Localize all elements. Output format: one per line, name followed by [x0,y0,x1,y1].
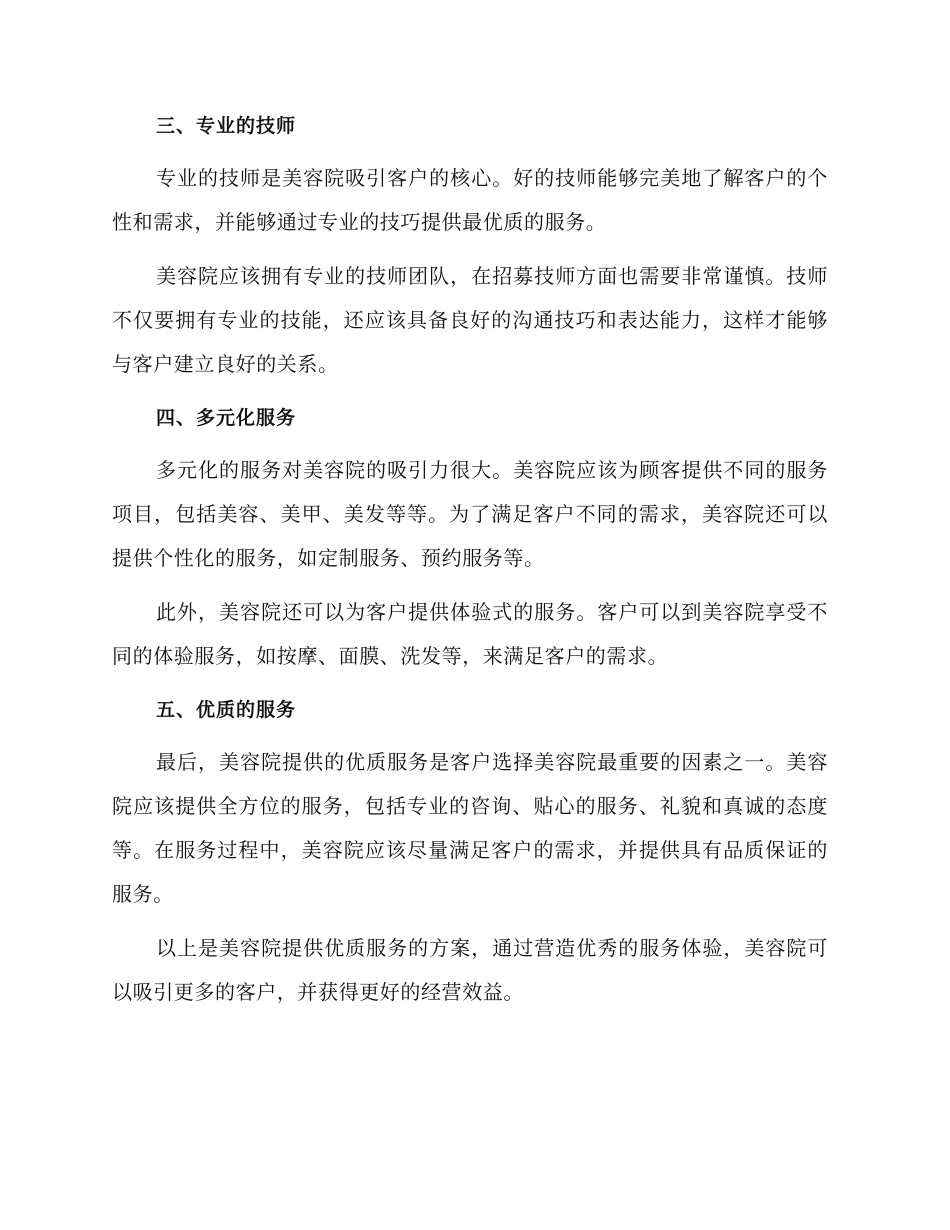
document-page [112,104,828,1024]
section-quality-service [112,688,828,1014]
paragraph: 美容院应该拥有专业的技师团队，在招募技师方面也需要非常谨慎。技师不仅要拥有专业的技能，还应该具备良好的沟通技巧和表达能力，这样才能够与客户建立良好的关系。 [112,264,828,376]
section-technicians [112,104,828,386]
paragraph: 多元化的服务对美容院的吸引力很大。美容院应该为顾客提供不同的服务项目，包括美容、美甲、美发等等。为了满足客户不同的需求，美容院还可以提供个性化的服务，如定制服务、预约服务等。 [112,458,828,570]
section-diversified-services [112,396,828,678]
section-heading: 三、专业的技师 [156,115,297,137]
section-heading: 四、多元化服务 [156,407,297,429]
paragraph: 此外，美容院还可以为客户提供体验式的服务。客户可以到美容院享受不同的体验服务，如按摩、面膜、洗发等，来满足客户的需求。 [112,600,828,668]
paragraph: 专业的技师是美容院吸引客户的核心。好的技师能够完美地了解客户的个性和需求，并能够通过专业的技巧提供最优质的服务。 [112,166,828,234]
paragraph: 最后，美容院提供的优质服务是客户选择美容院最重要的因素之一。美容院应该提供全方位的服务，包括专业的咨询、贴心的服务、礼貌和真诚的态度等。在服务过程中，美容院应该尽量满足客户的需求，并提供具有品质保证的服务。 [112,750,828,906]
section-heading: 五、优质的服务 [156,699,297,721]
paragraph: 以上是美容院提供优质服务的方案，通过营造优秀的服务体验，美容院可以吸引更多的客户，并获得更好的经营效益。 [112,936,828,1004]
